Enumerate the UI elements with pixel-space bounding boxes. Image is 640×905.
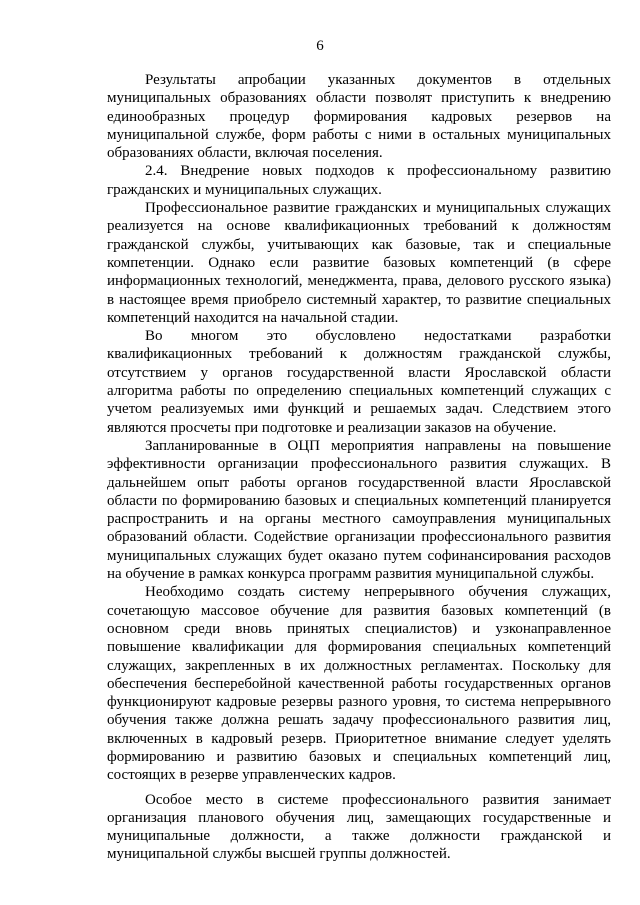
document-body <box>107 71 611 864</box>
paragraph-special-place: Особое место в системе профессионального развития занимает организация планового обучения лиц, замещающих государственные и муниципальные должности, а также должности гражданской и муниципальной службы высшей группы должностей. <box>107 791 611 863</box>
paragraph-qualification-shortcomings: Во многом это обусловлено недостатками разработки квалификационных требований к должностям гражданской службы, отсутствием у органов государственной власти Ярославской области алгоритма работы по определению специальных компетенций служащих с учетом реализуемых ими функций и решаемых задач. Следствием этого являются просчеты при подготовке и реализации заказов на обучение. <box>107 328 611 436</box>
paragraph-professional-development: Профессиональное развитие гражданских и муниципальных служащих реализуется на основе квалификационных требований к должностям гражданской службы, учитывающих как базовые, так и специальные компетенции. Однако если развитие базовых компетенций (в сфере информационных технологий, менеджмента, права, делового русского языка) в настоящее время приобрело системный характер, то развитие специальных компетенций находится на начальной стадии. <box>107 200 611 326</box>
paragraph-approbation-results: Результаты апробации указанных документов в отдельных муниципальных образованиях области позволят приступить к внедрению единообразных процедур формирования кадровых резервов на муниципальной службе, форм работы с ними в остальных муниципальных образованиях области, включая поселения. <box>107 72 611 162</box>
page-number: 6 <box>316 38 324 54</box>
section-heading-2-4: 2.4. Внедрение новых подходов к профессиональному развитию гражданских и муниципальных служащих. <box>107 163 611 198</box>
paragraph-planned-measures: Запланированные в ОЦП мероприятия направлены на повышение эффективности организации профессионального развития служащих. В дальнейшем опыт работы органов государственной власти Ярославской области по формированию базовых и специальных компетенций планируется распространить и на органы местного самоуправления муниципальных образований области. Содействие организации профессионального развития муниципальных служащих будет оказано путем софинансирования расходов на обучение в рамках конкурса программ развития муниципальной службы. <box>107 437 611 583</box>
paragraph-continuous-training: Необходимо создать систему непрерывного обучения служащих, сочетающую массовое обучение для развития базовых компетенций (в основном среди вновь принятых специалистов) и узконаправленное повышение квалификации для формирования специальных компетенций служащих, закрепленных в их должностных регламентах. Поскольку для обеспечения бесперебойной качественной работы государственных органов функционируют кадровые резервы разного уровня, то система непрерывного обучения также должна решать задачу профессионального развития лиц, включенных в кадровый резерв. Приоритетное внимание следует уделять формированию и развитию базовых и специальных компетенций лиц, состоящих в резерве управленческих кадров. <box>107 584 611 784</box>
